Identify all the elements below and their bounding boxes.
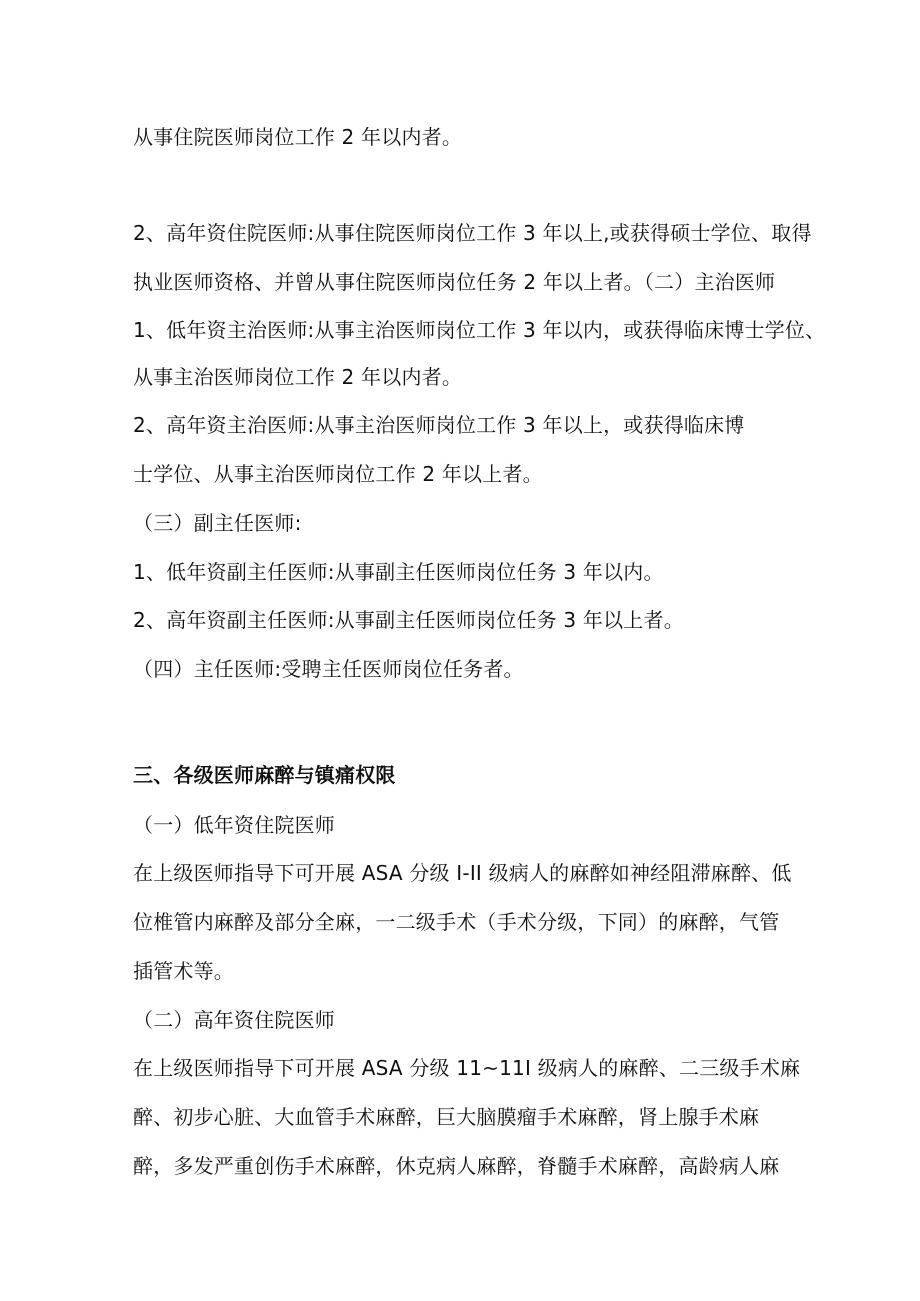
paragraph-line: 醉，多发严重创伤手术麻醉，休克病人麻醉，脊髓手术麻醉，高龄病人麻 (133, 1154, 780, 1178)
subsection-heading: （一）低年资住院医师 (133, 813, 335, 837)
paragraph-line: 在上级医师指导下可开展 ASA 分级 I-II 级病人的麻醉如神经阻滞麻醉、低 (133, 861, 792, 885)
paragraph-line: 醉、初步心脏、大血管手术麻醉，巨大脑膜瘤手术麻醉，肾上腺手术麻 (133, 1105, 760, 1129)
section-heading: 三、各级医师麻醉与镇痛权限 (133, 763, 396, 787)
paragraph-line: 2、高年资主治医师:从事主治医师岗位工作 3 年以上，或获得临床博 (133, 413, 745, 437)
paragraph-line: 从事住院医师岗位工作 2 年以内者。 (133, 125, 463, 149)
paragraph-line: 2、高年资副主任医师:从事副主任医师岗位任务 3 年以上者。 (133, 608, 684, 632)
paragraph-line: 士学位、从事主治医师岗位工作 2 年以上者。 (133, 462, 543, 486)
subsection-heading: （四）主任医师:受聘主任医师岗位任务者。 (133, 657, 524, 681)
subsection-heading: （三）副主任医师: (133, 511, 302, 535)
subsection-heading: （二）高年资住院医师 (133, 1008, 335, 1032)
paragraph-line: 位椎管内麻醉及部分全麻，一二级手术（手术分级，下同）的麻醉，气管 (133, 910, 780, 934)
paragraph-line: 1、低年资主治医师:从事主治医师岗位工作 3 年以内，或获得临床博士学位、 (133, 318, 826, 342)
paragraph-line: 在上级医师指导下可开展 ASA 分级 11~11I 级病人的麻醉、二三级手术麻 (133, 1056, 801, 1080)
paragraph-line: 1、低年资副主任医师:从事副主任医师岗位任务 3 年以内。 (133, 560, 664, 584)
paragraph-line: 插管术等。 (133, 959, 234, 983)
paragraph-line: 2、高年资住院医师:从事住院医师岗位工作 3 年以上,或获得硕士学位、取得 (133, 221, 812, 245)
paragraph-line: 执业医师资格、并曾从事住院医师岗位任务 2 年以上者。（二）主治医师 (133, 270, 776, 294)
paragraph-line: 从事主治医师岗位工作 2 年以内者。 (133, 365, 463, 389)
